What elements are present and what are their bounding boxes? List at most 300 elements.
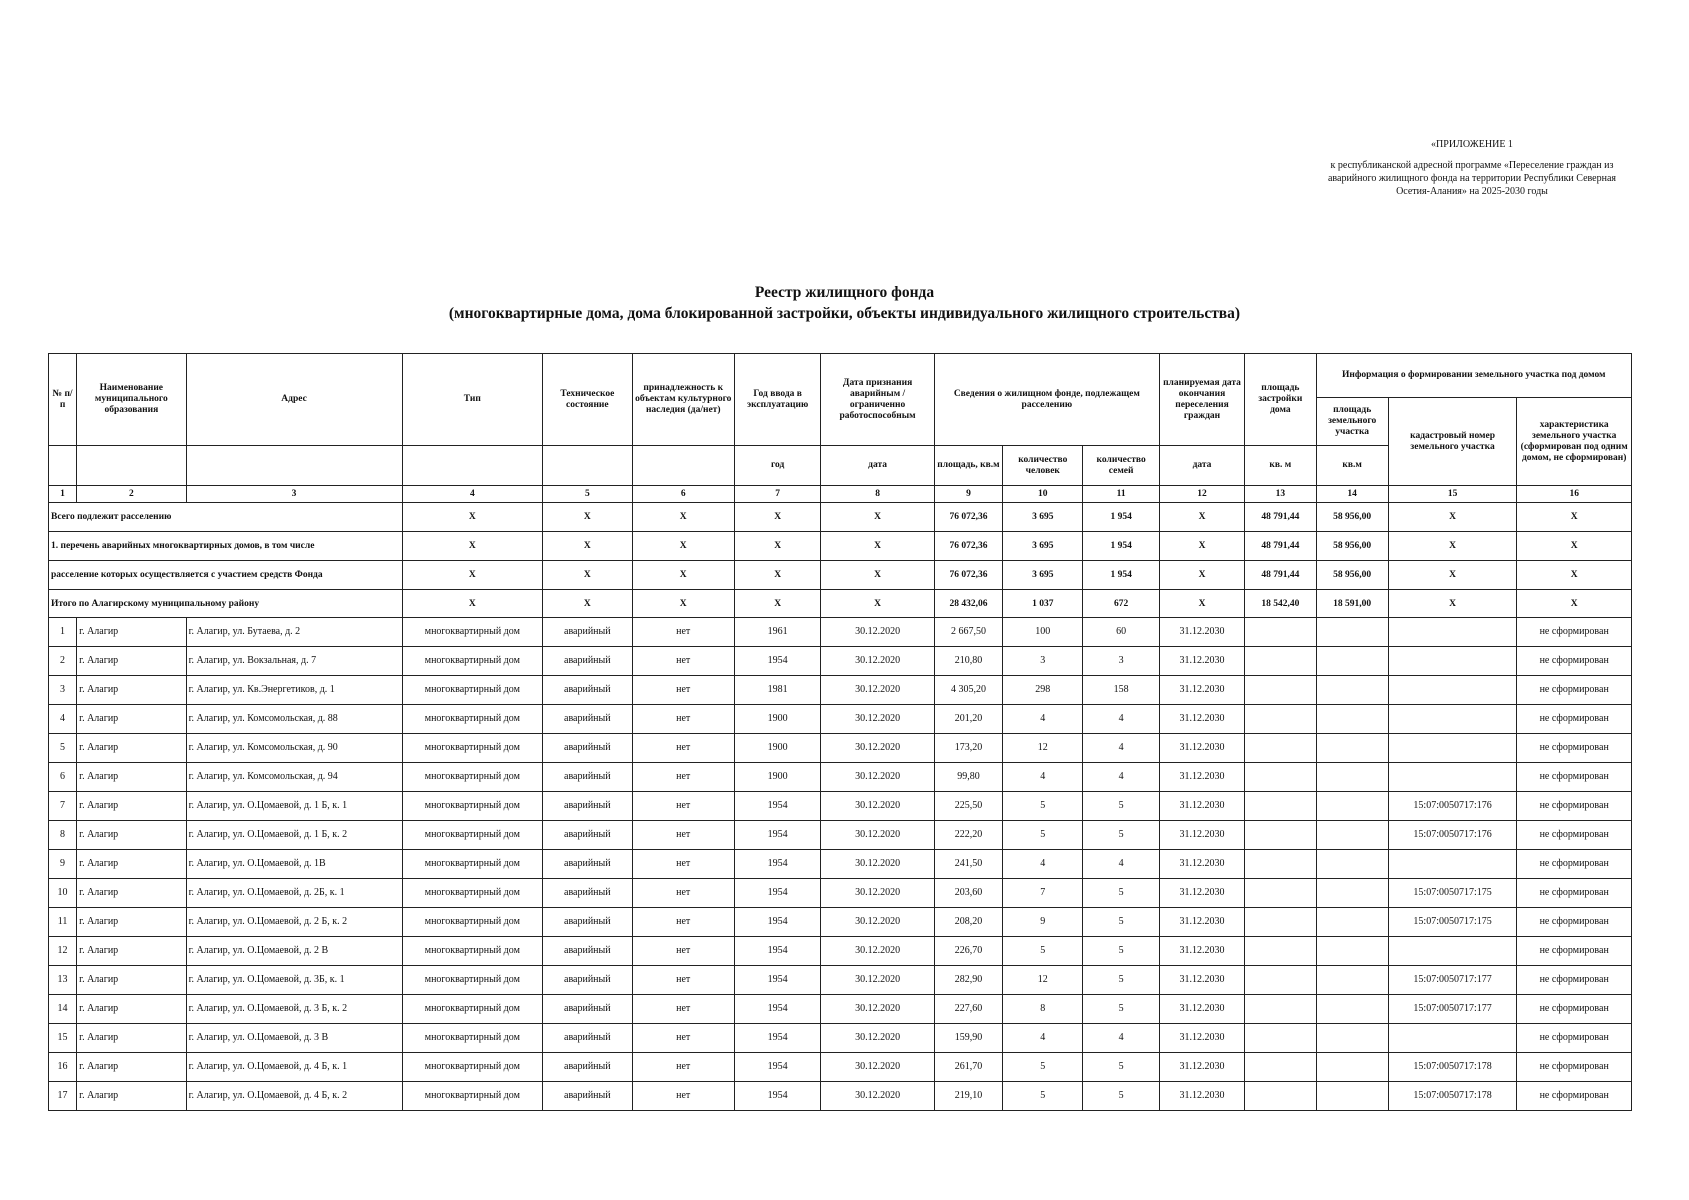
cell-heritage: нет (632, 821, 734, 850)
cell-cadastral: 15:07:0050717:176 (1388, 792, 1517, 821)
sum-condition: Х (543, 532, 632, 561)
cell-area: 219,10 (934, 1082, 1002, 1111)
header-land-info: Информация о формировании земельного участка под домом (1316, 354, 1632, 398)
cell-area: 261,70 (934, 1053, 1002, 1082)
cell-year: 1954 (734, 1082, 820, 1111)
cell-address: г. Алагир, ул. О.Цомаевой, д. 1 Б, к. 2 (186, 821, 402, 850)
cell-land-area (1316, 647, 1388, 676)
cell-planned-date: 31.12.2030 (1159, 937, 1244, 966)
table-row (49, 995, 1632, 1024)
cell-cadastral: 15:07:0050717:175 (1388, 908, 1517, 937)
cell-people: 4 (1003, 1024, 1083, 1053)
cell-people: 4 (1003, 705, 1083, 734)
cell-area: 201,20 (934, 705, 1002, 734)
cell-area: 173,20 (934, 734, 1002, 763)
cell-address: г. Алагир, ул. Комсомольская, д. 90 (186, 734, 402, 763)
cell-municipality: г. Алагир (77, 734, 186, 763)
cell-characteristic: не сформирован (1517, 618, 1632, 647)
header-condition: Техническое состояние (543, 354, 632, 446)
sum-land-area: 58 956,00 (1316, 532, 1388, 561)
cell-families: 5 (1083, 1053, 1159, 1082)
unit-date: дата (821, 446, 934, 486)
cell-address: г. Алагир, ул. О.Цомаевой, д. 1 Б, к. 1 (186, 792, 402, 821)
cell-type: многоквартирный дом (402, 676, 543, 705)
cell-characteristic: не сформирован (1517, 850, 1632, 879)
cell-date: 30.12.2020 (821, 821, 934, 850)
table-row (49, 1024, 1632, 1053)
col-number: 1 (49, 486, 77, 503)
col-number: 13 (1245, 486, 1316, 503)
cell-num: 10 (49, 879, 77, 908)
cell-heritage: нет (632, 995, 734, 1024)
cell-characteristic: не сформирован (1517, 1082, 1632, 1111)
cell-planned-date: 31.12.2030 (1159, 821, 1244, 850)
cell-families: 5 (1083, 908, 1159, 937)
cell-num: 9 (49, 850, 77, 879)
cell-condition: аварийный (543, 908, 632, 937)
cell-heritage: нет (632, 676, 734, 705)
cell-planned-date: 31.12.2030 (1159, 1024, 1244, 1053)
cell-families: 4 (1083, 734, 1159, 763)
cell-families: 4 (1083, 850, 1159, 879)
sum-type: Х (402, 561, 543, 590)
unit-spacer-1 (49, 446, 77, 486)
cell-land-area (1316, 937, 1388, 966)
cell-condition: аварийный (543, 792, 632, 821)
cell-building-area (1245, 705, 1316, 734)
sum-condition: Х (543, 503, 632, 532)
header-land-area: площадь земельного участка (1316, 398, 1388, 446)
cell-heritage: нет (632, 850, 734, 879)
sum-year: Х (734, 561, 820, 590)
cell-heritage: нет (632, 879, 734, 908)
cell-cadastral: 15:07:0050717:177 (1388, 966, 1517, 995)
sum-planned: Х (1159, 561, 1244, 590)
cell-type: многоквартирный дом (402, 995, 543, 1024)
cell-heritage: нет (632, 618, 734, 647)
cell-people: 4 (1003, 850, 1083, 879)
sum-characteristic: Х (1517, 503, 1632, 532)
cell-type: многоквартирный дом (402, 966, 543, 995)
cell-area: 282,90 (934, 966, 1002, 995)
cell-characteristic: не сформирован (1517, 792, 1632, 821)
cell-year: 1954 (734, 821, 820, 850)
cell-type: многоквартирный дом (402, 618, 543, 647)
cell-municipality: г. Алагир (77, 676, 186, 705)
cell-type: многоквартирный дом (402, 1024, 543, 1053)
cell-characteristic: не сформирован (1517, 705, 1632, 734)
cell-building-area (1245, 995, 1316, 1024)
cell-land-area (1316, 763, 1388, 792)
cell-planned-date: 31.12.2030 (1159, 676, 1244, 705)
cell-heritage: нет (632, 734, 734, 763)
table-row (49, 763, 1632, 792)
cell-people: 298 (1003, 676, 1083, 705)
unit-spacer-5 (543, 446, 632, 486)
cell-families: 5 (1083, 966, 1159, 995)
cell-type: многоквартирный дом (402, 647, 543, 676)
col-number: 12 (1159, 486, 1244, 503)
document-title (0, 282, 1689, 324)
cell-num: 16 (49, 1053, 77, 1082)
cell-condition: аварийный (543, 995, 632, 1024)
cell-heritage: нет (632, 647, 734, 676)
cell-area: 222,20 (934, 821, 1002, 850)
sum-families: 1 954 (1083, 561, 1159, 590)
cell-characteristic: не сформирован (1517, 995, 1632, 1024)
cell-address: г. Алагир, ул. О.Цомаевой, д. 2 Б, к. 2 (186, 908, 402, 937)
sum-type: Х (402, 590, 543, 618)
cell-num: 11 (49, 908, 77, 937)
unit-spacer-6 (632, 446, 734, 486)
cell-land-area (1316, 995, 1388, 1024)
sum-area: 76 072,36 (934, 532, 1002, 561)
sum-heritage: Х (632, 503, 734, 532)
sum-building-area: 18 542,40 (1245, 590, 1316, 618)
cell-condition: аварийный (543, 850, 632, 879)
cell-building-area (1245, 647, 1316, 676)
cell-date: 30.12.2020 (821, 1082, 934, 1111)
cell-building-area (1245, 966, 1316, 995)
table-row (49, 1053, 1632, 1082)
sum-families: 1 954 (1083, 532, 1159, 561)
cell-area: 2 667,50 (934, 618, 1002, 647)
cell-condition: аварийный (543, 1024, 632, 1053)
cell-families: 5 (1083, 995, 1159, 1024)
header-area: площадь, кв.м (934, 446, 1002, 486)
cell-municipality: г. Алагир (77, 995, 186, 1024)
cell-cadastral: 15:07:0050717:176 (1388, 821, 1517, 850)
cell-area: 210,80 (934, 647, 1002, 676)
cell-num: 2 (49, 647, 77, 676)
cell-families: 5 (1083, 1082, 1159, 1111)
cell-type: многоквартирный дом (402, 1053, 543, 1082)
cell-condition: аварийный (543, 966, 632, 995)
table-row (49, 879, 1632, 908)
cell-condition: аварийный (543, 734, 632, 763)
cell-date: 30.12.2020 (821, 908, 934, 937)
table-row (49, 908, 1632, 937)
cell-municipality: г. Алагир (77, 647, 186, 676)
cell-planned-date: 31.12.2030 (1159, 1053, 1244, 1082)
sum-area: 76 072,36 (934, 561, 1002, 590)
cell-condition: аварийный (543, 676, 632, 705)
cell-date: 30.12.2020 (821, 676, 934, 705)
cell-heritage: нет (632, 1024, 734, 1053)
cell-building-area (1245, 618, 1316, 647)
cell-year: 1900 (734, 763, 820, 792)
sum-planned: Х (1159, 503, 1244, 532)
cell-cadastral (1388, 647, 1517, 676)
sum-year: Х (734, 532, 820, 561)
sum-area: 28 432,06 (934, 590, 1002, 618)
cell-address: г. Алагир, ул. О.Цомаевой, д. 4 Б, к. 1 (186, 1053, 402, 1082)
cell-people: 100 (1003, 618, 1083, 647)
header-address: Адрес (186, 354, 402, 446)
cell-families: 60 (1083, 618, 1159, 647)
title-line-2: (многоквартирные дома, дома блокированной застройки, объекты индивидуального жилищного строительства) (448, 305, 1241, 322)
cell-land-area (1316, 1082, 1388, 1111)
summary-label: Итого по Алагирскому муниципальному району (49, 590, 403, 618)
cell-building-area (1245, 937, 1316, 966)
cell-building-area (1245, 879, 1316, 908)
sum-people: 3 695 (1003, 503, 1083, 532)
cell-building-area (1245, 1053, 1316, 1082)
cell-cadastral (1388, 1024, 1517, 1053)
cell-planned-date: 31.12.2030 (1159, 705, 1244, 734)
table-row (49, 821, 1632, 850)
cell-area: 225,50 (934, 792, 1002, 821)
cell-building-area (1245, 734, 1316, 763)
cell-condition: аварийный (543, 1053, 632, 1082)
summary-label: Всего подлежит расселению (49, 503, 403, 532)
cell-cadastral (1388, 734, 1517, 763)
cell-land-area (1316, 734, 1388, 763)
housing-registry-table (48, 353, 1632, 1111)
summary-row (49, 532, 1632, 561)
cell-people: 3 (1003, 647, 1083, 676)
cell-area: 241,50 (934, 850, 1002, 879)
cell-building-area (1245, 676, 1316, 705)
header-building-area: площадь застройки дома (1245, 354, 1316, 446)
sum-year: Х (734, 503, 820, 532)
cell-people: 12 (1003, 734, 1083, 763)
sum-cadastral: Х (1388, 561, 1517, 590)
col-number: 14 (1316, 486, 1388, 503)
table-row (49, 734, 1632, 763)
col-number: 15 (1388, 486, 1517, 503)
cell-area: 4 305,20 (934, 676, 1002, 705)
header-row-1 (49, 354, 1632, 398)
cell-year: 1900 (734, 705, 820, 734)
sum-date: Х (821, 503, 934, 532)
header-type: Тип (402, 354, 543, 446)
table-row (49, 850, 1632, 879)
cell-type: многоквартирный дом (402, 937, 543, 966)
cell-address: г. Алагир, ул. О.Цомаевой, д. 4 Б, к. 2 (186, 1082, 402, 1111)
cell-families: 4 (1083, 763, 1159, 792)
cell-date: 30.12.2020 (821, 879, 934, 908)
sum-planned: Х (1159, 532, 1244, 561)
cell-heritage: нет (632, 792, 734, 821)
cell-year: 1954 (734, 1024, 820, 1053)
sum-people: 1 037 (1003, 590, 1083, 618)
cell-num: 13 (49, 966, 77, 995)
cell-date: 30.12.2020 (821, 647, 934, 676)
cell-year: 1954 (734, 966, 820, 995)
title-line-1: Реестр жилищного фонда (754, 284, 935, 301)
cell-people: 5 (1003, 821, 1083, 850)
sum-condition: Х (543, 561, 632, 590)
cell-date: 30.12.2020 (821, 1024, 934, 1053)
cell-num: 17 (49, 1082, 77, 1111)
cell-num: 5 (49, 734, 77, 763)
cell-date: 30.12.2020 (821, 995, 934, 1024)
cell-people: 7 (1003, 879, 1083, 908)
cell-address: г. Алагир, ул. Вокзальная, д. 7 (186, 647, 402, 676)
cell-date: 30.12.2020 (821, 850, 934, 879)
cell-building-area (1245, 792, 1316, 821)
cell-cadastral: 15:07:0050717:175 (1388, 879, 1517, 908)
cell-people: 5 (1003, 1053, 1083, 1082)
cell-building-area (1245, 763, 1316, 792)
sum-cadastral: Х (1388, 503, 1517, 532)
table-row (49, 937, 1632, 966)
cell-area: 208,20 (934, 908, 1002, 937)
cell-building-area (1245, 908, 1316, 937)
table-row (49, 705, 1632, 734)
cell-families: 4 (1083, 1024, 1159, 1053)
cell-heritage: нет (632, 705, 734, 734)
cell-condition: аварийный (543, 821, 632, 850)
cell-people: 4 (1003, 763, 1083, 792)
summary-row (49, 561, 1632, 590)
cell-heritage: нет (632, 966, 734, 995)
sum-cadastral: Х (1388, 532, 1517, 561)
cell-type: многоквартирный дом (402, 763, 543, 792)
cell-characteristic: не сформирован (1517, 763, 1632, 792)
header-year-built: Год ввода в эксплуатацию (734, 354, 820, 446)
header-characteristic: характеристика земельного участка (сформирован под одним домом, не сформирован) (1517, 398, 1632, 486)
cell-municipality: г. Алагир (77, 1053, 186, 1082)
cell-land-area (1316, 966, 1388, 995)
cell-year: 1954 (734, 995, 820, 1024)
cell-municipality: г. Алагир (77, 908, 186, 937)
cell-heritage: нет (632, 763, 734, 792)
cell-condition: аварийный (543, 647, 632, 676)
cell-date: 30.12.2020 (821, 734, 934, 763)
cell-characteristic: не сформирован (1517, 1024, 1632, 1053)
unit-planned-date: дата (1159, 446, 1244, 486)
unit-spacer-4 (402, 446, 543, 486)
cell-address: г. Алагир, ул. О.Цомаевой, д. 2 В (186, 937, 402, 966)
sum-date: Х (821, 590, 934, 618)
cell-building-area (1245, 850, 1316, 879)
sum-type: Х (402, 532, 543, 561)
cell-address: г. Алагир, ул. Кв.Энергетиков, д. 1 (186, 676, 402, 705)
cell-year: 1954 (734, 792, 820, 821)
cell-planned-date: 31.12.2030 (1159, 792, 1244, 821)
summary-label: 1. перечень аварийных многоквартирных домов, в том числе (49, 532, 403, 561)
cell-land-area (1316, 879, 1388, 908)
cell-address: г. Алагир, ул. О.Цомаевой, д. 3 В (186, 1024, 402, 1053)
table-row (49, 647, 1632, 676)
cell-land-area (1316, 821, 1388, 850)
col-number: 3 (186, 486, 402, 503)
cell-municipality: г. Алагир (77, 1082, 186, 1111)
cell-year: 1954 (734, 850, 820, 879)
cell-planned-date: 31.12.2030 (1159, 908, 1244, 937)
cell-people: 12 (1003, 966, 1083, 995)
cell-condition: аварийный (543, 1082, 632, 1111)
sum-characteristic: Х (1517, 561, 1632, 590)
cell-year: 1981 (734, 676, 820, 705)
cell-municipality: г. Алагир (77, 705, 186, 734)
cell-num: 12 (49, 937, 77, 966)
cell-families: 4 (1083, 705, 1159, 734)
col-number: 7 (734, 486, 820, 503)
cell-num: 14 (49, 995, 77, 1024)
unit-spacer-3 (186, 446, 402, 486)
sum-building-area: 48 791,44 (1245, 503, 1316, 532)
cell-land-area (1316, 850, 1388, 879)
cell-families: 5 (1083, 879, 1159, 908)
sum-building-area: 48 791,44 (1245, 561, 1316, 590)
cell-characteristic: не сформирован (1517, 734, 1632, 763)
header-families: количество семей (1083, 446, 1159, 486)
cell-type: многоквартирный дом (402, 734, 543, 763)
cell-num: 8 (49, 821, 77, 850)
cell-municipality: г. Алагир (77, 618, 186, 647)
col-number: 4 (402, 486, 543, 503)
cell-people: 5 (1003, 937, 1083, 966)
cell-cadastral (1388, 676, 1517, 705)
sum-people: 3 695 (1003, 561, 1083, 590)
header-planned-date: планируемая дата окончания переселения граждан (1159, 354, 1244, 446)
cell-cadastral (1388, 705, 1517, 734)
cell-num: 1 (49, 618, 77, 647)
cell-year: 1900 (734, 734, 820, 763)
cell-num: 15 (49, 1024, 77, 1053)
cell-type: многоквартирный дом (402, 879, 543, 908)
cell-address: г. Алагир, ул. О.Цомаевой, д. 2Б, к. 1 (186, 879, 402, 908)
cell-people: 8 (1003, 995, 1083, 1024)
cell-address: г. Алагир, ул. О.Цомаевой, д. 1В (186, 850, 402, 879)
unit-year: год (734, 446, 820, 486)
cell-land-area (1316, 792, 1388, 821)
col-number: 8 (821, 486, 934, 503)
cell-cadastral: 15:07:0050717:178 (1388, 1053, 1517, 1082)
col-number: 10 (1003, 486, 1083, 503)
cell-planned-date: 31.12.2030 (1159, 995, 1244, 1024)
cell-cadastral (1388, 850, 1517, 879)
appendix-block (1327, 138, 1617, 198)
unit-spacer-2 (77, 446, 186, 486)
cell-municipality: г. Алагир (77, 821, 186, 850)
cell-cadastral: 15:07:0050717:177 (1388, 995, 1517, 1024)
cell-municipality: г. Алагир (77, 966, 186, 995)
cell-date: 30.12.2020 (821, 705, 934, 734)
summary-row (49, 590, 1632, 618)
sum-area: 76 072,36 (934, 503, 1002, 532)
cell-area: 227,60 (934, 995, 1002, 1024)
cell-planned-date: 31.12.2030 (1159, 1082, 1244, 1111)
cell-planned-date: 31.12.2030 (1159, 734, 1244, 763)
cell-address: г. Алагир, ул. Бутаева, д. 2 (186, 618, 402, 647)
cell-date: 30.12.2020 (821, 792, 934, 821)
cell-building-area (1245, 1082, 1316, 1111)
cell-municipality: г. Алагир (77, 850, 186, 879)
sum-condition: Х (543, 590, 632, 618)
cell-municipality: г. Алагир (77, 879, 186, 908)
cell-planned-date: 31.12.2030 (1159, 618, 1244, 647)
sum-year: Х (734, 590, 820, 618)
cell-year: 1954 (734, 1053, 820, 1082)
table-row (49, 966, 1632, 995)
header-people: количество человек (1003, 446, 1083, 486)
cell-families: 3 (1083, 647, 1159, 676)
cell-planned-date: 31.12.2030 (1159, 647, 1244, 676)
cell-planned-date: 31.12.2030 (1159, 966, 1244, 995)
cell-characteristic: не сформирован (1517, 1053, 1632, 1082)
cell-people: 5 (1003, 1082, 1083, 1111)
cell-year: 1954 (734, 908, 820, 937)
header-heritage: принадлежность к объектам культурного наследия (да/нет) (632, 354, 734, 446)
unit-building-area: кв. м (1245, 446, 1316, 486)
sum-land-area: 18 591,00 (1316, 590, 1388, 618)
cell-heritage: нет (632, 1082, 734, 1111)
cell-date: 30.12.2020 (821, 966, 934, 995)
